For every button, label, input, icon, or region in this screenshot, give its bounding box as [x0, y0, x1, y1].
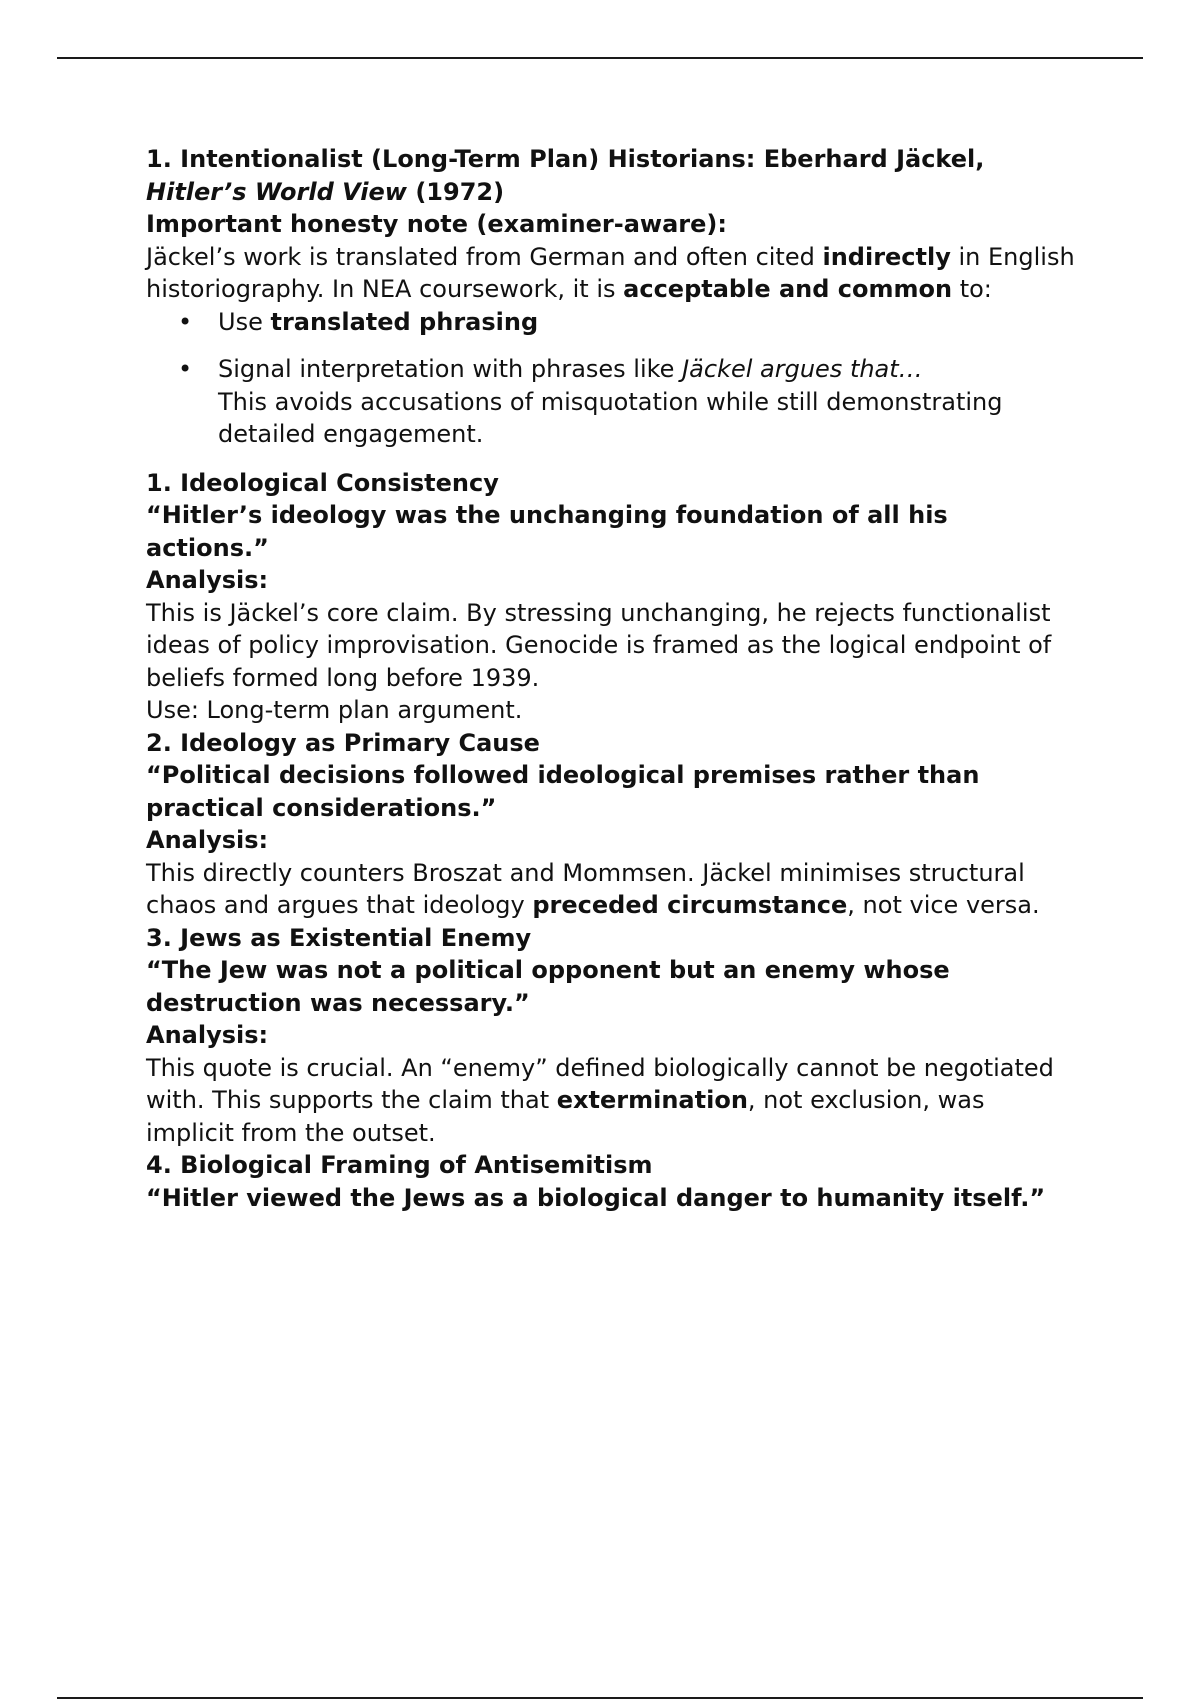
list-item: • Signal interpretation with phrases like Jäckel argues that… This avoids accusations of misquotation while still demonstrating detailed engagement. [178, 355, 1003, 448]
bullet-icon: • [178, 355, 193, 383]
header-rule [57, 57, 1143, 59]
document-title [146, 143, 1076, 208]
section-quote: “Hitler’s ideology was the unchanging foundation of all his actions.” [146, 501, 948, 562]
section-quote: “Political decisions followed ideological premises rather than practical considerations.” [146, 761, 980, 822]
section-quote: “Hitler viewed the Jews as a biological danger to humanity itself.” [146, 1183, 1046, 1212]
section-heading: 3. Jews as Existential Enemy [146, 923, 532, 952]
section-heading: 4. Biological Framing of Antisemitism [146, 1151, 653, 1179]
list-item: • Use translated phrasing [146, 306, 1076, 339]
footer-rule [57, 1697, 1143, 1699]
use-note: Use: Long-term plan argument. [146, 696, 523, 724]
analysis-label: Analysis: [146, 1021, 269, 1049]
bullet-icon: • [178, 307, 193, 336]
honesty-note-list [146, 306, 1076, 451]
title-book: Hitler’s World View [146, 177, 407, 206]
document-body [146, 143, 1076, 1214]
section-heading: 1. Ideological Consistency [146, 468, 499, 497]
honesty-note-heading: Important honesty note (examiner-aware): [146, 210, 727, 238]
analysis-text: This is Jäckel’s core claim. By stressing unchanging, he rejects functionalist ideas of policy improvisation. Genocide is framed as the logical endpoint of beliefs formed long before 1939. [146, 598, 1052, 692]
title-text: 1. Intentionalist (Long-Term Plan) Historians: Eberhard Jäckel, [146, 145, 985, 173]
analysis-text: This directly counters Broszat and Mommsen. Jäckel minimises structural chaos and argues that ideology preceded circumstance, not vice versa. [146, 858, 1040, 919]
section-heading: 2. Ideology as Primary Cause [146, 728, 540, 757]
analysis-label: Analysis: [146, 826, 269, 854]
section-quote: “The Jew was not a political opponent but an enemy whose destruction was necessary.” [146, 956, 950, 1017]
analysis-label: Analysis: [146, 566, 269, 594]
analysis-text: This quote is crucial. An “enemy” defined biologically cannot be negotiated with. This supports the claim that extermination, not exclusion, was implicit from the outset. [146, 1053, 1054, 1147]
title-year: (1972) [406, 177, 505, 206]
honesty-note-paragraph: Jäckel’s work is translated from German and often cited indirectly in English historiography. In NEA coursework, it is acceptable and common to: [146, 242, 1075, 303]
